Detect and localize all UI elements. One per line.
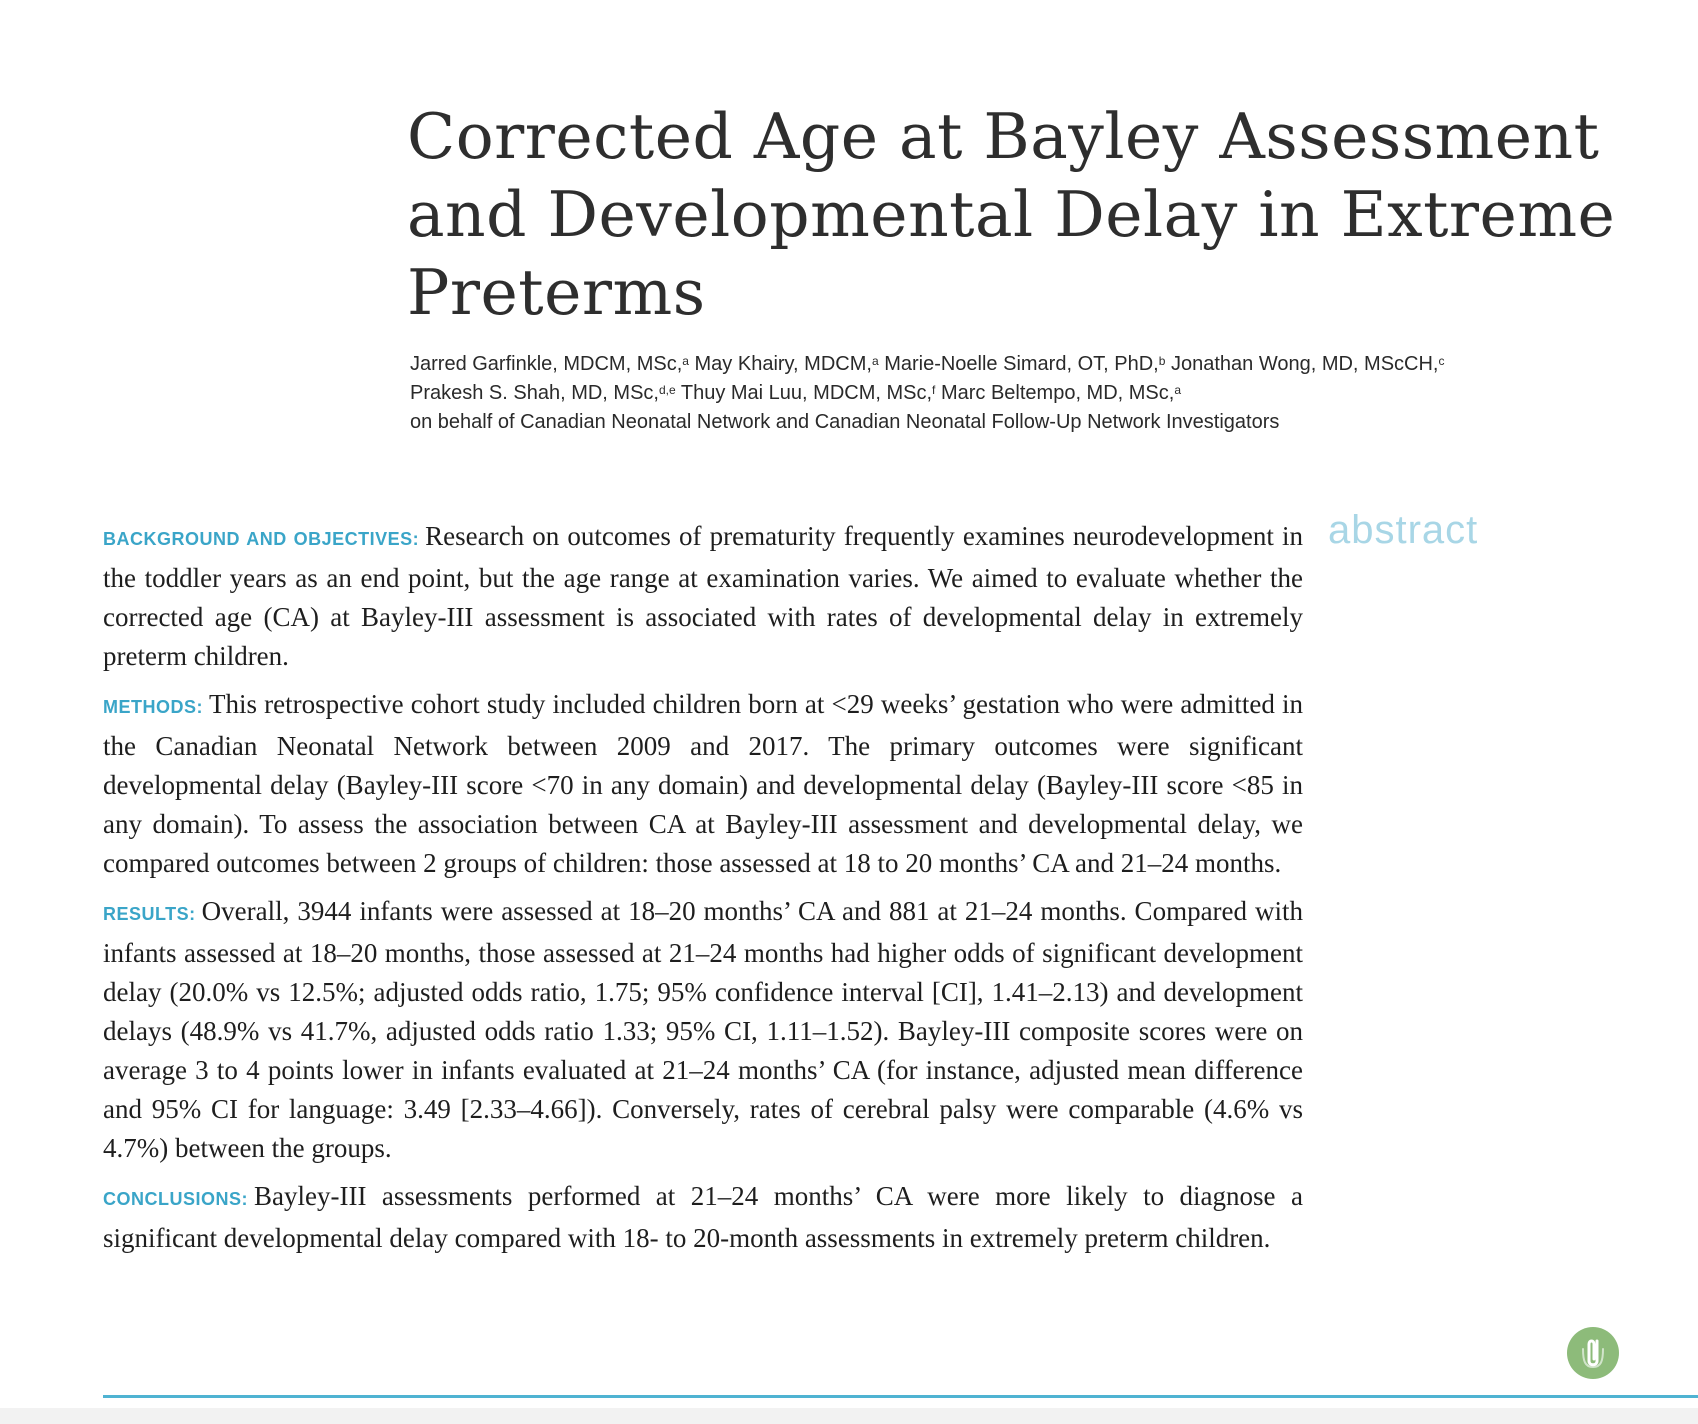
section-background [103, 517, 1303, 676]
section-text: Bayley-III assessments performed at 21–24 months’ CA were more likely to diagnose a significant developmental delay compared with 18- to 20-month assessments in extremely preterm children. [103, 1181, 1303, 1253]
section-heading: BACKGROUND AND OBJECTIVES: [103, 529, 420, 549]
paperclip-icon-graphic [1567, 1327, 1619, 1379]
section-methods [103, 685, 1303, 883]
author-name: Marie-Noelle Simard, OT, PhD, [884, 353, 1159, 375]
paperclip-icon[interactable] [1567, 1327, 1619, 1379]
author-list [410, 350, 1610, 437]
divider [103, 1395, 1698, 1398]
abstract-body [103, 517, 1303, 1267]
author-group: on behalf of Canadian Neonatal Network and Canadian Neonatal Follow-Up Network Investigators [410, 411, 1280, 433]
author-line [410, 379, 1610, 408]
section-heading: METHODS: [103, 697, 203, 717]
author-name: Thuy Mai Luu, MDCM, MSc, [680, 382, 933, 404]
author-affiliation: f [932, 383, 936, 397]
author-affiliation: a [1174, 383, 1182, 397]
section-text: Research on outcomes of prematurity frequently examines neurodevelopment in the toddler years as an end point, but the age range at examination varies. We aimed to evaluate whether the corrected age (CA) at Bayley-III assessment is associated with rates of developmental delay in extremely preterm children. [103, 521, 1303, 671]
section-conclusions [103, 1177, 1303, 1258]
author-name: Jarred Garfinkle, MDCM, MSc, [410, 353, 683, 375]
section-text: This retrospective cohort study included children born at <29 weeks’ gestation who were admitted in the Canadian Neonatal Network between 2009 and 2017. The primary outcomes were significant developmental delay (Bayley-III score <70 in any domain) and developmental delay (Bayley-III score <85 in any domain). To assess the association between CA at Bayley-III assessment and developmental delay, we compared outcomes between 2 groups of children: those assessed at 18 to 20 months’ CA and 21–24 months. [103, 689, 1303, 878]
page-edge [0, 1408, 1698, 1424]
author-name: Jonathan Wong, MD, MScCH, [1170, 353, 1439, 375]
title-line: and Developmental Delay in Extreme [407, 178, 1616, 251]
author-affiliation: b [1158, 354, 1166, 368]
author-name: Prakesh S. Shah, MD, MSc, [410, 382, 659, 404]
section-results [103, 892, 1303, 1168]
title-line: Corrected Age at Bayley Assessment [407, 100, 1600, 173]
author-affiliation: c [1438, 354, 1445, 368]
author-name: May Khairy, MDCM, [694, 353, 872, 375]
author-name: Marc Beltempo, MD, MSc, [940, 382, 1175, 404]
title-line: Preterms [407, 256, 706, 329]
author-line [410, 350, 1610, 379]
author-affiliation: d,e [658, 383, 676, 397]
author-affiliation: a [682, 354, 689, 368]
article-title [407, 98, 1677, 332]
section-heading: CONCLUSIONS: [103, 1189, 248, 1209]
abstract-label: abstract [1328, 508, 1479, 552]
section-heading: RESULTS: [103, 904, 196, 924]
section-text: Overall, 3944 infants were assessed at 18–20 months’ CA and 881 at 21–24 months. Compared with infants assessed at 18–20 months, those assessed at 21–24 months had higher odds of significant development delay (20.0% vs 12.5%; adjusted odds ratio, 1.75; 95% confidence interval [CI], 1.41–2.13) and development delays (48.9% vs 41.7%, adjusted odds ratio 1.33; 95% CI, 1.11–1.52). Bayley-III composite scores were on average 3 to 4 points lower in infants evaluated at 21–24 months’ CA (for instance, adjusted mean difference and 95% CI for language: 3.49 [2.33–4.66]). Conversely, rates of cerebral palsy were comparable (4.6% vs 4.7%) between the groups. [103, 896, 1303, 1163]
author-affiliation: a [871, 354, 879, 368]
